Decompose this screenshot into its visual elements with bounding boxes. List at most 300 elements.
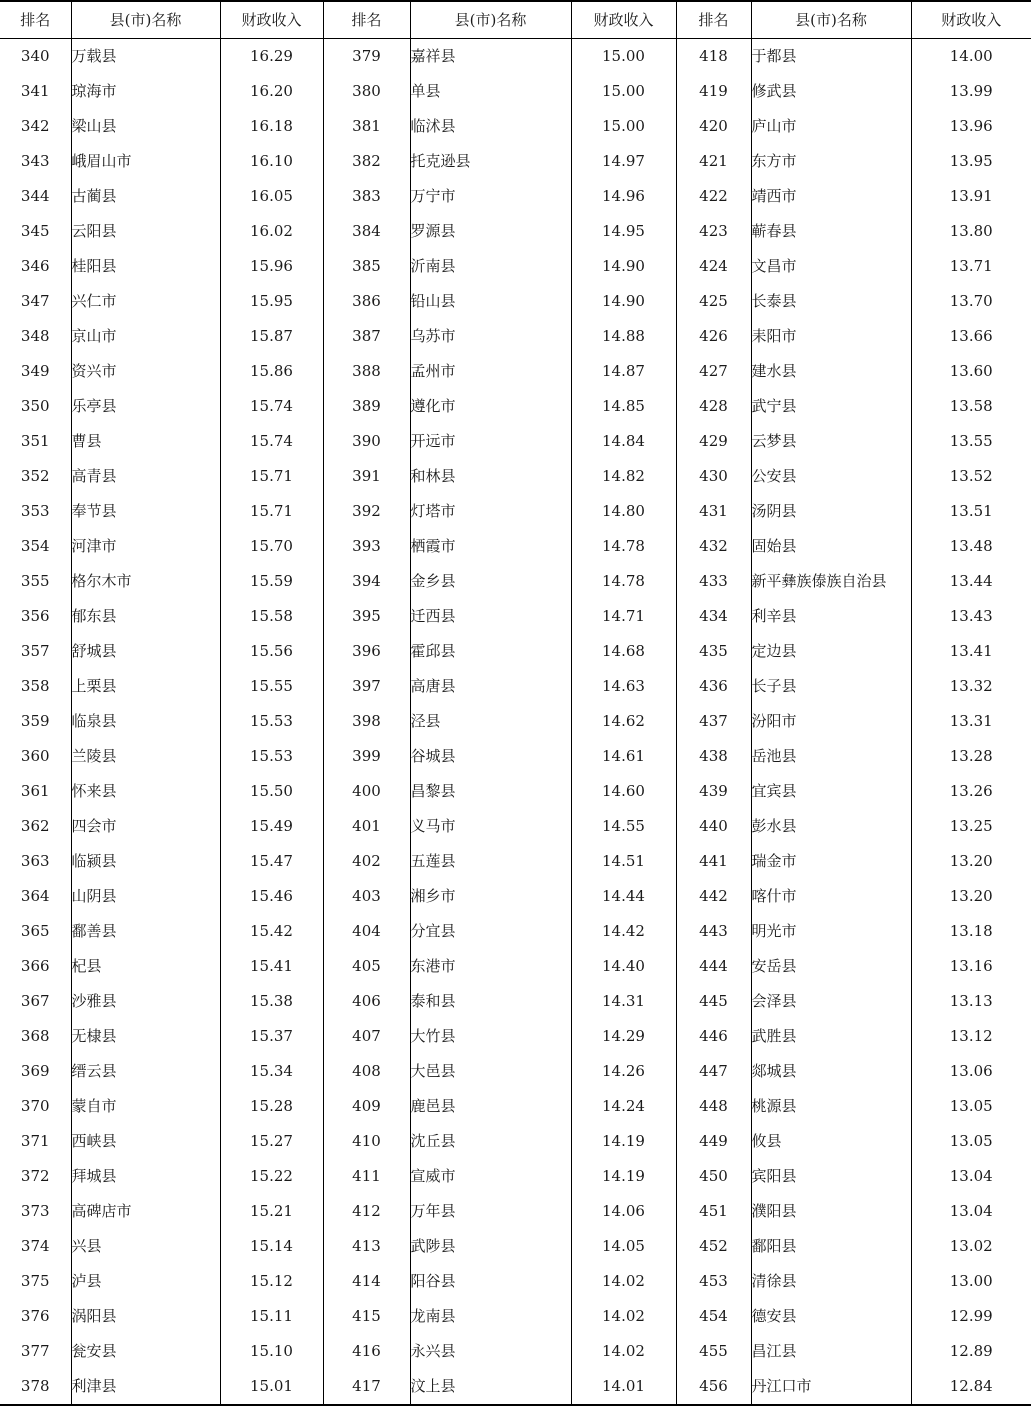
- county-name-cell: 宣威市: [410, 1159, 571, 1194]
- county-name-cell: 桂阳县: [71, 249, 220, 284]
- rank-cell: 383: [323, 179, 410, 214]
- rank-cell: 353: [20, 502, 50, 520]
- rank-cell: 435: [676, 634, 751, 669]
- fiscal-revenue-cell: 15.00: [571, 109, 676, 144]
- fiscal-revenue-cell: 13.71: [911, 249, 1031, 284]
- rank-cell: 421: [676, 144, 751, 179]
- table-row: [0, 1159, 1031, 1194]
- county-name-cell: 龙南县: [410, 1299, 571, 1334]
- rank-cell: 367: [20, 992, 50, 1010]
- rank-cell: 373: [20, 1202, 50, 1220]
- fiscal-revenue-cell: 15.12: [220, 1264, 323, 1299]
- rank-cell: 379: [323, 39, 410, 75]
- rank-cell: 343: [20, 152, 50, 170]
- county-name-cell: 岳池县: [751, 739, 911, 774]
- county-name-cell: 临沭县: [410, 109, 571, 144]
- rank-cell: 417: [323, 1369, 410, 1405]
- fiscal-revenue-cell: 16.10: [220, 144, 323, 179]
- county-name-cell: 兴仁市: [71, 284, 220, 319]
- table-body: [0, 39, 1031, 1406]
- table-header: [0, 1, 1031, 39]
- county-name-cell: 谷城县: [410, 739, 571, 774]
- fiscal-revenue-cell: 15.87: [220, 319, 323, 354]
- fiscal-revenue-cell: 14.96: [571, 179, 676, 214]
- fiscal-revenue-cell: 13.70: [911, 284, 1031, 319]
- county-name-cell: 遵化市: [410, 389, 571, 424]
- fiscal-revenue-cell: 15.11: [220, 1299, 323, 1334]
- county-name-cell: 泸县: [71, 1264, 220, 1299]
- county-name-cell: 宾阳县: [751, 1159, 911, 1194]
- county-name-cell: 彭水县: [751, 809, 911, 844]
- fiscal-revenue-cell: 14.82: [571, 459, 676, 494]
- fiscal-revenue-cell: 14.19: [571, 1159, 676, 1194]
- rank-cell: 391: [323, 459, 410, 494]
- rank-cell: 411: [323, 1159, 410, 1194]
- fiscal-revenue-cell: 16.05: [220, 179, 323, 214]
- rank-cell: 351: [20, 432, 50, 450]
- county-name-cell: 格尔木市: [71, 564, 220, 599]
- table-row: [0, 669, 1031, 704]
- county-name-cell: 曹县: [71, 424, 220, 459]
- fiscal-revenue-cell: 16.18: [220, 109, 323, 144]
- rank-cell: 390: [323, 424, 410, 459]
- rank-cell: 445: [676, 984, 751, 1019]
- rank-cell: 413: [323, 1229, 410, 1264]
- rank-cell: 429: [676, 424, 751, 459]
- county-name-cell: 高碑店市: [71, 1194, 220, 1229]
- rank-cell: 426: [676, 319, 751, 354]
- header-rank: 排名: [0, 1, 71, 39]
- rank-cell: 349: [20, 362, 50, 380]
- rank-cell: 395: [323, 599, 410, 634]
- rank-cell: 415: [323, 1299, 410, 1334]
- fiscal-revenue-cell: 14.78: [571, 564, 676, 599]
- rank-cell: 386: [323, 284, 410, 319]
- fiscal-revenue-cell: 15.55: [220, 669, 323, 704]
- table-row: [0, 914, 1031, 949]
- rank-cell: 428: [676, 389, 751, 424]
- fiscal-revenue-cell: 13.28: [911, 739, 1031, 774]
- county-name-cell: 临颍县: [71, 844, 220, 879]
- county-name-cell: 喀什市: [751, 879, 911, 914]
- table-row: [0, 739, 1031, 774]
- rank-cell: 372: [20, 1167, 50, 1185]
- county-name-cell: 高青县: [71, 459, 220, 494]
- rank-cell: 375: [20, 1272, 50, 1290]
- rank-cell: 453: [676, 1264, 751, 1299]
- fiscal-revenue-cell: 15.74: [220, 389, 323, 424]
- fiscal-revenue-cell: 13.00: [911, 1264, 1031, 1299]
- fiscal-revenue-cell: 13.91: [911, 179, 1031, 214]
- table-row: [0, 564, 1031, 599]
- fiscal-revenue-cell: 13.44: [911, 564, 1031, 599]
- table-row: [0, 1334, 1031, 1369]
- county-name-cell: 永兴县: [410, 1334, 571, 1369]
- fiscal-revenue-cell: 15.27: [220, 1124, 323, 1159]
- rank-cell: 345: [20, 222, 50, 240]
- county-name-cell: 鄱善县: [71, 914, 220, 949]
- table-row: [0, 249, 1031, 284]
- county-name-cell: 大邑县: [410, 1054, 571, 1089]
- rank-cell: 409: [323, 1089, 410, 1124]
- fiscal-revenue-cell: 14.05: [571, 1229, 676, 1264]
- fiscal-revenue-cell: 15.71: [220, 459, 323, 494]
- fiscal-revenue-cell: 13.25: [911, 809, 1031, 844]
- county-name-cell: 汶上县: [410, 1369, 571, 1405]
- fiscal-revenue-cell: 14.97: [571, 144, 676, 179]
- county-name-cell: 瓮安县: [71, 1334, 220, 1369]
- fiscal-revenue-cell: 14.26: [571, 1054, 676, 1089]
- table-row: [0, 949, 1031, 984]
- county-name-cell: 京山市: [71, 319, 220, 354]
- table-row: [0, 1054, 1031, 1089]
- county-name-cell: 万年县: [410, 1194, 571, 1229]
- fiscal-revenue-cell: 15.46: [220, 879, 323, 914]
- table-row: [0, 1089, 1031, 1124]
- fiscal-revenue-cell: 15.22: [220, 1159, 323, 1194]
- table-row: [0, 529, 1031, 564]
- fiscal-revenue-cell: 14.68: [571, 634, 676, 669]
- county-name-cell: 耒阳市: [751, 319, 911, 354]
- rank-cell: 422: [676, 179, 751, 214]
- fiscal-revenue-cell: 15.42: [220, 914, 323, 949]
- fiscal-revenue-cell: 14.00: [911, 39, 1031, 75]
- rank-cell: 378: [0, 1369, 71, 1405]
- rank-cell: 446: [676, 1019, 751, 1054]
- fiscal-revenue-cell: 13.95: [911, 144, 1031, 179]
- fiscal-revenue-cell: 13.05: [911, 1124, 1031, 1159]
- county-name-cell: 云阳县: [71, 214, 220, 249]
- county-name-cell: 乐亭县: [71, 389, 220, 424]
- rank-cell: 382: [323, 144, 410, 179]
- county-name-cell: 怀来县: [71, 774, 220, 809]
- county-name-cell: 攸县: [751, 1124, 911, 1159]
- table-row: [0, 74, 1031, 109]
- rank-cell: 368: [20, 1027, 50, 1045]
- rank-cell: 437: [676, 704, 751, 739]
- fiscal-revenue-cell: 13.12: [911, 1019, 1031, 1054]
- fiscal-revenue-cell: 14.85: [571, 389, 676, 424]
- county-name-cell: 乌苏市: [410, 319, 571, 354]
- header-county-name: 县(市)名称: [71, 1, 220, 39]
- county-name-cell: 铅山县: [410, 284, 571, 319]
- fiscal-revenue-cell: 13.48: [911, 529, 1031, 564]
- county-name-cell: 定边县: [751, 634, 911, 669]
- county-name-cell: 泾县: [410, 704, 571, 739]
- rank-cell: 365: [20, 922, 50, 940]
- county-name-cell: 安岳县: [751, 949, 911, 984]
- fiscal-revenue-cell: 12.84: [911, 1369, 1031, 1405]
- rank-cell: 438: [676, 739, 751, 774]
- county-name-cell: 阳谷县: [410, 1264, 571, 1299]
- rank-cell: 393: [323, 529, 410, 564]
- county-name-cell: 修武县: [751, 74, 911, 109]
- table-row: [0, 459, 1031, 494]
- rank-cell: 366: [20, 957, 50, 975]
- rank-cell: 346: [20, 257, 50, 275]
- fiscal-revenue-cell: 14.95: [571, 214, 676, 249]
- rank-cell: 377: [20, 1342, 50, 1360]
- rank-cell: 376: [20, 1307, 50, 1325]
- table-row: [0, 634, 1031, 669]
- county-name-cell: 郯城县: [751, 1054, 911, 1089]
- county-name-cell: 山阴县: [71, 879, 220, 914]
- county-name-cell: 兰陵县: [71, 739, 220, 774]
- county-name-cell: 固始县: [751, 529, 911, 564]
- rank-cell: 361: [20, 782, 50, 800]
- table-row: [0, 424, 1031, 459]
- county-name-cell: 单县: [410, 74, 571, 109]
- table-row: [0, 1264, 1031, 1299]
- fiscal-revenue-cell: 15.38: [220, 984, 323, 1019]
- fiscal-revenue-cell: 16.20: [220, 74, 323, 109]
- county-name-cell: 河津市: [71, 529, 220, 564]
- rank-cell: 360: [20, 747, 50, 765]
- county-name-cell: 义马市: [410, 809, 571, 844]
- fiscal-revenue-cell: 15.00: [571, 39, 676, 75]
- county-name-cell: 资兴市: [71, 354, 220, 389]
- table-row: [0, 844, 1031, 879]
- county-name-cell: 泰和县: [410, 984, 571, 1019]
- county-name-cell: 濮阳县: [751, 1194, 911, 1229]
- fiscal-revenue-cell: 13.55: [911, 424, 1031, 459]
- fiscal-revenue-cell: 13.41: [911, 634, 1031, 669]
- rank-cell: 451: [676, 1194, 751, 1229]
- fiscal-revenue-cell: 14.88: [571, 319, 676, 354]
- fiscal-revenue-cell: 14.60: [571, 774, 676, 809]
- county-name-cell: 临泉县: [71, 704, 220, 739]
- rank-cell: 384: [323, 214, 410, 249]
- rank-cell: 404: [323, 914, 410, 949]
- fiscal-revenue-cell: 15.53: [220, 739, 323, 774]
- fiscal-revenue-cell: 13.96: [911, 109, 1031, 144]
- fiscal-revenue-cell: 15.74: [220, 424, 323, 459]
- rank-cell: 452: [676, 1229, 751, 1264]
- rank-cell: 357: [20, 642, 50, 660]
- rank-cell: 406: [323, 984, 410, 1019]
- rank-cell: 439: [676, 774, 751, 809]
- fiscal-revenue-cell: 14.24: [571, 1089, 676, 1124]
- rank-cell: 400: [323, 774, 410, 809]
- table-row: [0, 214, 1031, 249]
- rank-cell: 364: [20, 887, 50, 905]
- county-name-cell: 杞县: [71, 949, 220, 984]
- fiscal-revenue-cell: 13.26: [911, 774, 1031, 809]
- fiscal-revenue-cell: 14.01: [571, 1369, 676, 1405]
- fiscal-revenue-cell: 15.28: [220, 1089, 323, 1124]
- rank-cell: 441: [676, 844, 751, 879]
- fiscal-revenue-cell: 14.06: [571, 1194, 676, 1229]
- rank-cell: 388: [323, 354, 410, 389]
- fiscal-revenue-cell: 16.02: [220, 214, 323, 249]
- fiscal-revenue-cell: 15.01: [220, 1369, 323, 1405]
- fiscal-revenue-cell: 14.90: [571, 284, 676, 319]
- county-name-cell: 灯塔市: [410, 494, 571, 529]
- county-name-cell: 汾阳市: [751, 704, 911, 739]
- fiscal-revenue-cell: 14.51: [571, 844, 676, 879]
- rank-cell: 374: [20, 1237, 50, 1255]
- fiscal-revenue-cell: 15.95: [220, 284, 323, 319]
- rank-cell: 350: [20, 397, 50, 415]
- fiscal-revenue-cell: 14.87: [571, 354, 676, 389]
- county-name-cell: 分宜县: [410, 914, 571, 949]
- fiscal-revenue-cell: 14.63: [571, 669, 676, 704]
- county-name-cell: 蒙自市: [71, 1089, 220, 1124]
- county-name-cell: 利津县: [71, 1369, 220, 1405]
- fiscal-revenue-cell: 13.06: [911, 1054, 1031, 1089]
- county-name-cell: 文昌市: [751, 249, 911, 284]
- rank-cell: 442: [676, 879, 751, 914]
- fiscal-revenue-cell: 14.02: [571, 1264, 676, 1299]
- rank-cell: 414: [323, 1264, 410, 1299]
- header-fiscal-revenue: 财政收入: [571, 1, 676, 39]
- fiscal-revenue-cell: 13.60: [911, 354, 1031, 389]
- rank-cell: 399: [323, 739, 410, 774]
- table-row: [0, 1019, 1031, 1054]
- county-name-cell: 郁东县: [71, 599, 220, 634]
- county-name-cell: 金乡县: [410, 564, 571, 599]
- fiscal-revenue-cell: 13.99: [911, 74, 1031, 109]
- header-county-name: 县(市)名称: [410, 1, 571, 39]
- county-name-cell: 桃源县: [751, 1089, 911, 1124]
- table-row: [0, 704, 1031, 739]
- county-name-cell: 公安县: [751, 459, 911, 494]
- fiscal-revenue-cell: 13.58: [911, 389, 1031, 424]
- county-name-cell: 古蔺县: [71, 179, 220, 214]
- county-name-cell: 万宁市: [410, 179, 571, 214]
- county-name-cell: 东港市: [410, 949, 571, 984]
- table-row: [0, 1369, 1031, 1405]
- county-name-cell: 缙云县: [71, 1054, 220, 1089]
- fiscal-revenue-cell: 14.71: [571, 599, 676, 634]
- rank-cell: 354: [20, 537, 50, 555]
- county-name-cell: 梁山县: [71, 109, 220, 144]
- fiscal-revenue-cell: 14.62: [571, 704, 676, 739]
- rank-cell: 403: [323, 879, 410, 914]
- table-row: [0, 494, 1031, 529]
- table-row: [0, 389, 1031, 424]
- fiscal-revenue-cell: 15.58: [220, 599, 323, 634]
- fiscal-revenue-cell: 15.59: [220, 564, 323, 599]
- rank-cell: 430: [676, 459, 751, 494]
- rank-cell: 408: [323, 1054, 410, 1089]
- rank-cell: 355: [20, 572, 50, 590]
- rank-cell: 405: [323, 949, 410, 984]
- table-row: [0, 1229, 1031, 1264]
- fiscal-revenue-cell: 15.21: [220, 1194, 323, 1229]
- county-name-cell: 长子县: [751, 669, 911, 704]
- rank-cell: 387: [323, 319, 410, 354]
- county-name-cell: 万载县: [71, 39, 220, 75]
- rank-cell: 359: [20, 712, 50, 730]
- rank-cell: 380: [323, 74, 410, 109]
- rank-cell: 448: [676, 1089, 751, 1124]
- fiscal-revenue-cell: 15.71: [220, 494, 323, 529]
- rank-cell: 371: [20, 1132, 50, 1150]
- county-name-cell: 昌黎县: [410, 774, 571, 809]
- rank-cell: 394: [323, 564, 410, 599]
- table-row: [0, 39, 1031, 75]
- county-name-cell: 鹿邑县: [410, 1089, 571, 1124]
- rank-cell: 342: [20, 117, 50, 135]
- rank-cell: 348: [20, 327, 50, 345]
- rank-cell: 407: [323, 1019, 410, 1054]
- rank-cell: 456: [676, 1369, 751, 1405]
- county-name-cell: 霍邱县: [410, 634, 571, 669]
- county-name-cell: 上栗县: [71, 669, 220, 704]
- fiscal-revenue-cell: 15.41: [220, 949, 323, 984]
- fiscal-revenue-cell: 13.43: [911, 599, 1031, 634]
- county-name-cell: 峨眉山市: [71, 144, 220, 179]
- rank-cell: 358: [20, 677, 50, 695]
- rank-cell: 401: [323, 809, 410, 844]
- header-rank: 排名: [676, 1, 751, 39]
- county-name-cell: 汤阴县: [751, 494, 911, 529]
- rank-cell: 410: [323, 1124, 410, 1159]
- rank-cell: 341: [20, 82, 50, 100]
- table-row: [0, 1124, 1031, 1159]
- county-name-cell: 武胜县: [751, 1019, 911, 1054]
- fiscal-revenue-cell: 14.80: [571, 494, 676, 529]
- county-name-cell: 武宁县: [751, 389, 911, 424]
- county-name-cell: 沂南县: [410, 249, 571, 284]
- county-name-cell: 迁西县: [410, 599, 571, 634]
- rank-cell: 419: [676, 74, 751, 109]
- county-name-cell: 武陟县: [410, 1229, 571, 1264]
- rank-cell: 385: [323, 249, 410, 284]
- fiscal-revenue-cell: 15.53: [220, 704, 323, 739]
- fiscal-revenue-cell: 15.34: [220, 1054, 323, 1089]
- rank-cell: 398: [323, 704, 410, 739]
- fiscal-revenue-cell: 13.16: [911, 949, 1031, 984]
- fiscal-revenue-cell: 15.56: [220, 634, 323, 669]
- county-name-cell: 德安县: [751, 1299, 911, 1334]
- fiscal-revenue-cell: 16.29: [220, 39, 323, 75]
- county-name-cell: 西峡县: [71, 1124, 220, 1159]
- fiscal-revenue-cell: 13.04: [911, 1194, 1031, 1229]
- rank-cell: 420: [676, 109, 751, 144]
- fiscal-revenue-cell: 15.86: [220, 354, 323, 389]
- fiscal-revenue-cell: 14.40: [571, 949, 676, 984]
- fiscal-revenue-cell: 13.31: [911, 704, 1031, 739]
- county-name-cell: 长泰县: [751, 284, 911, 319]
- county-name-cell: 无棣县: [71, 1019, 220, 1054]
- fiscal-revenue-cell: 13.32: [911, 669, 1031, 704]
- county-name-cell: 明光市: [751, 914, 911, 949]
- rank-cell: 434: [676, 599, 751, 634]
- county-name-cell: 庐山市: [751, 109, 911, 144]
- fiscal-revenue-cell: 15.70: [220, 529, 323, 564]
- header-county-name: 县(市)名称: [751, 1, 911, 39]
- fiscal-revenue-cell: 14.84: [571, 424, 676, 459]
- fiscal-revenue-cell: 14.90: [571, 249, 676, 284]
- fiscal-revenue-cell: 15.47: [220, 844, 323, 879]
- county-name-cell: 拜城县: [71, 1159, 220, 1194]
- table-row: [0, 599, 1031, 634]
- rank-cell: 402: [323, 844, 410, 879]
- rank-cell: 418: [676, 39, 751, 75]
- rank-cell: 369: [20, 1062, 50, 1080]
- rank-cell: 431: [676, 494, 751, 529]
- fiscal-revenue-cell: 15.49: [220, 809, 323, 844]
- county-name-cell: 云梦县: [751, 424, 911, 459]
- fiscal-revenue-cell: 15.00: [571, 74, 676, 109]
- rank-cell: 347: [20, 292, 50, 310]
- rank-cell: 363: [20, 852, 50, 870]
- rank-cell: 424: [676, 249, 751, 284]
- county-name-cell: 开远市: [410, 424, 571, 459]
- rank-cell: 455: [676, 1334, 751, 1369]
